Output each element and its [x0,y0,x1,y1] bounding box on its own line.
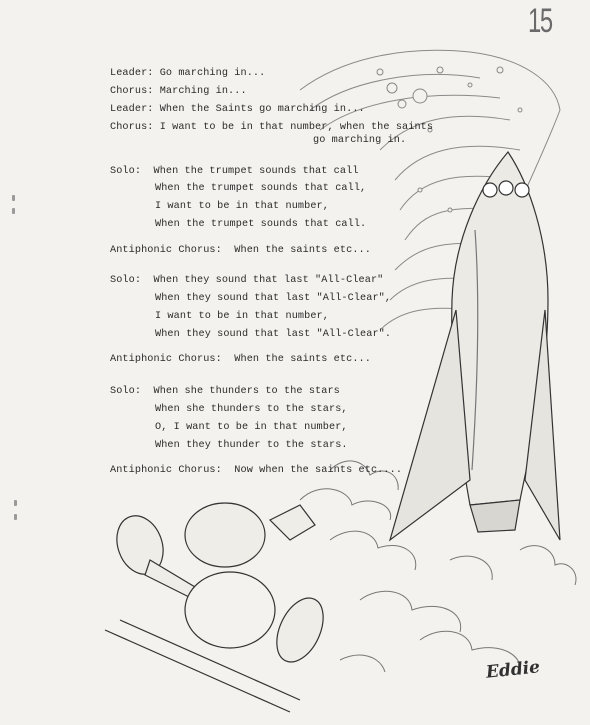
lyric-line: Leader: When the Saints go marching in... [110,104,365,115]
artist-signature: Eddie [485,657,541,683]
lyric-line: Chorus: Marching in... [110,86,247,97]
rocket [390,152,560,540]
lyric-line: When they sound that last "All-Clear", [155,293,392,304]
lyric-line: Solo: When she thunders to the stars [110,386,340,397]
lyric-line: When she thunders to the stars, [155,404,348,415]
lyric-line: When the trumpet sounds that call, [155,183,367,194]
lyric-line: When they thunder to the stars. [155,440,348,451]
lyric-line: I want to be in that number, [155,311,329,322]
lyric-line: Antiphonic Chorus: When the saints etc... [110,245,371,256]
binder-hole-mark [12,195,15,201]
lyric-line: Solo: When the trumpet sounds that call [110,166,359,177]
lyric-line: O, I want to be in that number, [155,422,348,433]
horns [105,503,332,712]
lyric-line: When the trumpet sounds that call. [155,219,367,230]
lyric-line: Solo: When they sound that last "All-Clear" [110,275,384,286]
binder-hole-mark [14,514,17,520]
binder-hole-mark [14,500,17,506]
lyric-line: Antiphonic Chorus: When the saints etc... [110,354,371,365]
lyric-line: Chorus: I want to be in that number, when the saints [110,122,434,133]
lyric-line: I want to be in that number, [155,201,329,212]
binder-hole-mark [12,208,15,214]
lyric-line: Leader: Go marching in... [110,68,266,79]
lyric-line: go marching in. [313,135,407,146]
lyric-line: When they sound that last "All-Clear". [155,329,392,340]
lyric-line: Antiphonic Chorus: Now when the saints etc.... [110,465,403,476]
page-number: 15 [528,2,552,40]
